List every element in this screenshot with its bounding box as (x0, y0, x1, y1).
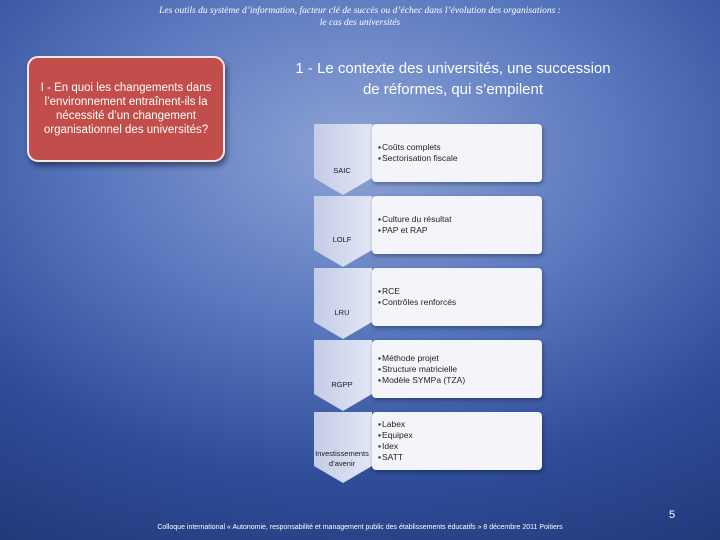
question-text: I - En quoi les changements dans l’environnement entraînent-ils la nécessité d’un changement organisationnel des universités? (40, 82, 212, 136)
reform-detail-item: ▪ Culture du résultat (378, 214, 536, 225)
reform-detail-item: ▪ Equipex (378, 430, 536, 441)
reform-detail-item: ▪ PAP et RAP (378, 225, 536, 236)
reform-detail-item: ▪ Coûts complets (378, 142, 536, 153)
reform-detail-item: ▪ Sectorisation fiscale (378, 153, 536, 164)
reform-detail-item: ▪ Structure matricielle (378, 364, 536, 375)
chevron-lru (314, 268, 372, 339)
reform-label-lru: LRU (334, 308, 350, 317)
reform-detail-item: ▪ Labex (378, 419, 536, 430)
reform-detail-item: ▪ RCE (378, 286, 536, 297)
reform-details-investissements (372, 412, 542, 470)
reform-detail-item: ▪ Modèle SYMPa (TZA) (378, 375, 536, 386)
reform-detail-item: ▪ Contrôles renforcés (378, 297, 536, 308)
reform-details-lru (372, 268, 542, 326)
chevron-rgpp (314, 340, 372, 411)
reform-detail-item: ▪ Idex (378, 441, 536, 452)
reform-label-saic: SAIC (333, 166, 351, 175)
reform-details-lolf (372, 196, 542, 254)
reform-label-lolf: LOLF (332, 235, 352, 244)
header-title-line2: le cas des universités (319, 18, 401, 28)
chevron-investissements (314, 412, 372, 483)
reform-details-saic (372, 124, 542, 182)
chevron-saic (314, 124, 372, 195)
reform-label-rgpp: RGPP (331, 380, 353, 389)
slide-footer: Colloque international « Autonomie, responsabilité et management public des établissements éducatifs » 8 décembre 2011 Poitiers (157, 524, 563, 531)
reform-label-investissements: Investissements d’avenir (315, 449, 369, 468)
reform-detail-item: ▪ Méthode projet (378, 353, 536, 364)
chevron-lolf (314, 196, 372, 267)
page-number: 5 (668, 509, 676, 521)
header-title-line1: Les outils du système d’information, facteur clé de succès ou d’échec dans l’évolution des organisations : (159, 6, 561, 16)
reform-details-rgpp (372, 340, 542, 398)
section-title: 1 - Le contexte des universités, une succession de réformes, qui s’empilent (295, 60, 611, 98)
reform-detail-item: ▪ SATT (378, 452, 536, 463)
